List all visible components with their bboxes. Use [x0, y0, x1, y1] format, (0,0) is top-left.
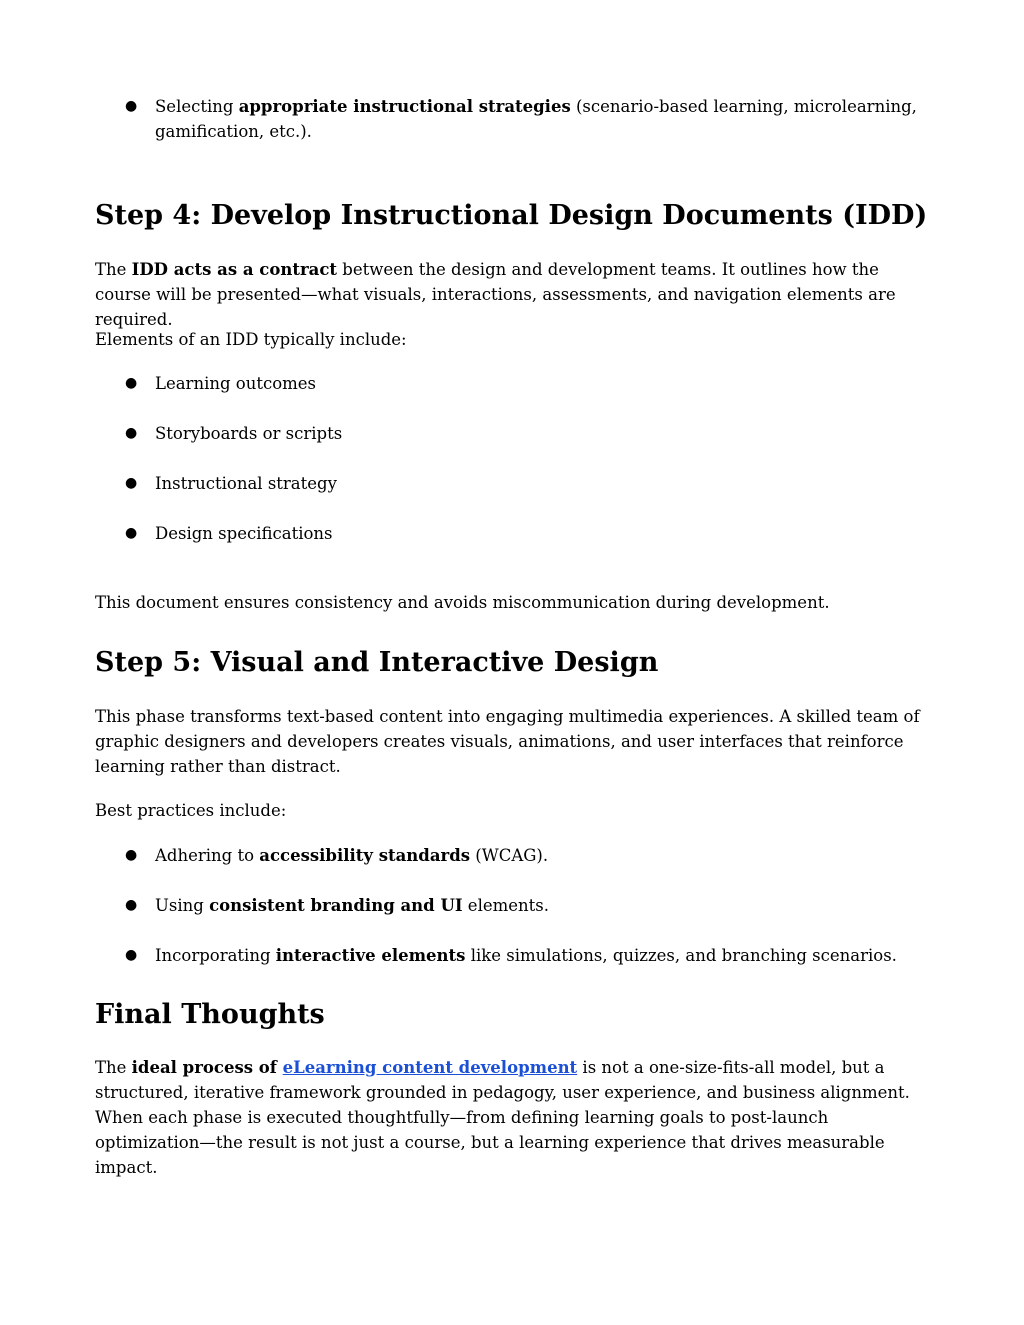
step4-closing: This document ensures consistency and avoids miscommunication during development. — [95, 593, 830, 612]
bullet-icon: ● — [125, 425, 138, 441]
list-item: ● Instructional strategy — [95, 471, 935, 496]
final-heading: Final Thoughts — [95, 999, 325, 1030]
list-item: ● Selecting appropriate instructional strategies (scenario-based learning, microlearning, gamification, etc.). — [95, 94, 935, 144]
step5-paragraph: This phase transforms text-based content into engaging multimedia experiences. A skilled team of graphic designers and developers creates visuals, animations, and user interfaces that reinforce learning rather than distract. — [95, 707, 920, 776]
list-item: ● Learning outcomes — [95, 371, 935, 396]
step4-heading: Step 4: Develop Instructional Design Documents (IDD) — [95, 200, 928, 231]
final-paragraph: The ideal process of eLearning content development is not a one-size-fits-all model, but a structured, iterative framework grounded in pedagogy, user experience, and business alignment. When each phase is executed thoughtfully—from defining learning goals to post-launch optimization—the result is not just a course, but a learning experience that drives measurable impact. — [95, 1058, 910, 1177]
strategy-list — [95, 94, 935, 144]
step4-intro: Elements of an IDD typically include: — [95, 330, 407, 349]
list-item: ● Adhering to accessibility standards (WCAG). — [95, 843, 935, 868]
bullet-icon: ● — [125, 847, 138, 863]
bullet-icon: ● — [125, 475, 138, 491]
best-practices-list — [95, 843, 935, 968]
bullet-icon: ● — [125, 897, 138, 913]
step5-heading: Step 5: Visual and Interactive Design — [95, 647, 659, 678]
step4-paragraph: The IDD acts as a contract between the design and development teams. It outlines how the course will be presented—what visuals, interactions, assessments, and navigation elements are required. — [95, 260, 896, 329]
step5-intro: Best practices include: — [95, 801, 287, 820]
bullet-icon: ● — [125, 375, 138, 391]
bullet-icon: ● — [125, 98, 138, 114]
bullet-icon: ● — [125, 525, 138, 541]
bullet-icon: ● — [125, 947, 138, 963]
list-item: ● Using consistent branding and UI elements. — [95, 893, 935, 918]
list-item: ● Storyboards or scripts — [95, 421, 935, 446]
list-item: ● Design specifications — [95, 521, 935, 546]
idd-elements-list — [95, 371, 935, 546]
list-item: ● Incorporating interactive elements like simulations, quizzes, and branching scenarios. — [95, 943, 935, 968]
elearning-link[interactable]: eLearning content development — [282, 1058, 578, 1077]
